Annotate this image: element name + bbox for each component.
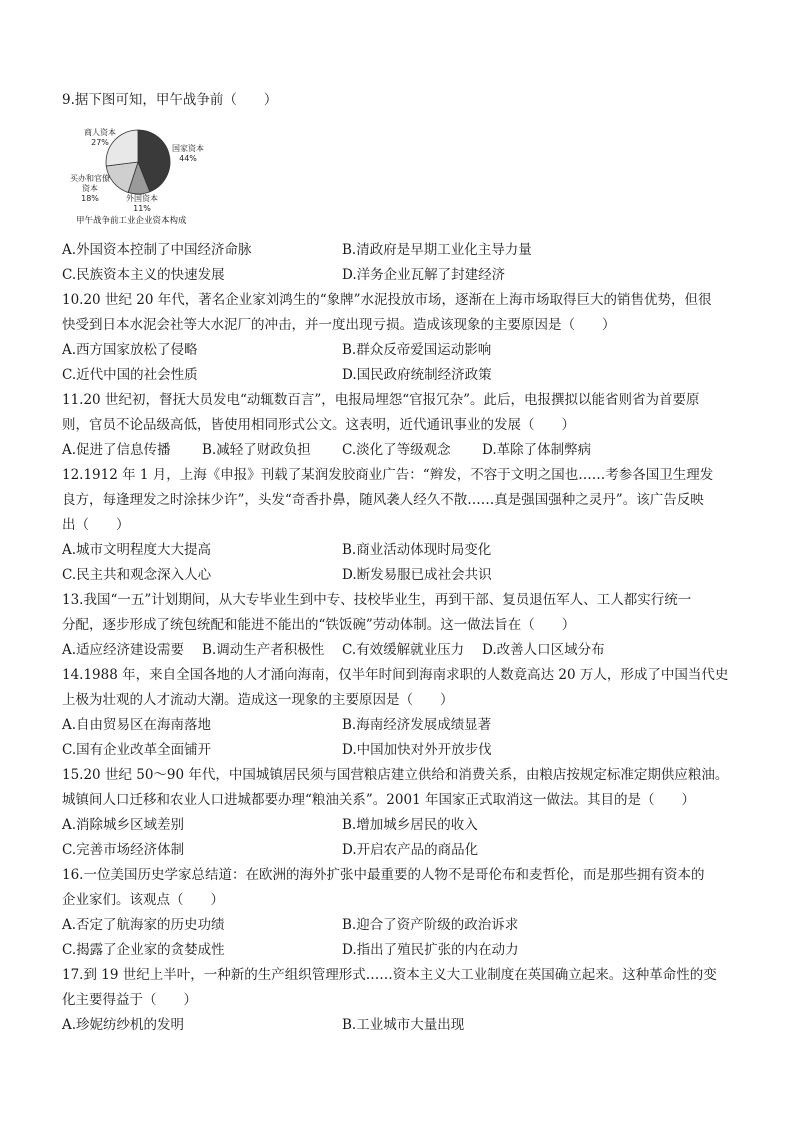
q12-option-d[interactable]: D.断发易服已成社会共识 [342,567,492,583]
q10-option-a[interactable]: A.西方国家放松了侵略 [62,342,198,358]
question-10-line-2: 快受到日本水泥会社等大水泥厂的冲击，并一度出现亏损。造成该现象的主要原因是（ ） [62,317,616,333]
q15-option-b[interactable]: B.增加城乡居民的收入 [342,817,478,833]
q12-option-c[interactable]: C.民主共和观念深入人心 [62,567,212,583]
question-14-line-1: 14.1988 年，来自全国各地的人才涌向海南，仅半年时间到海南求职的人数竟高达 20 万人，形成了中国当代史 [62,667,729,683]
q17-option-a[interactable]: A.珍妮纺纱机的发明 [62,1017,185,1033]
q15-option-c[interactable]: C.完善市场经济体制 [62,842,185,858]
q10-option-d[interactable]: D.国民政府统制经济政策 [342,367,492,383]
question-13-line-2: 分配，逐步形成了统包统配和能进不能出的“铁饭碗”劳动体制。这一做法旨在（ ） [62,617,576,633]
question-15-line-1: 15.20 世纪 50～90 年代，中国城镇居民须与国营粮店建立供给和消费关系，由粮店按规定标准定期供应粮油。 [62,767,729,783]
question-9-stem: 9.据下图可知，甲午战争前（ ） [62,92,278,108]
question-12-line-2: 良方，每逢理发之时涂抹少许”，头发“奇香扑鼻，随风袭人经久不散……真是强国强种之灵丹”。该广告反映 [62,492,704,508]
q10-option-c[interactable]: C.近代中国的社会性质 [62,367,198,383]
question-17-line-2: 化主要得益于（ ） [62,992,197,1008]
pie-chart-capital-composition [62,118,232,230]
pie-label-foreign: 外国资本 11% [126,194,158,213]
q11-option-d[interactable]: D.革除了体制弊病 [482,442,592,458]
pie-chart-title: 甲午战争前工业企业资本构成 [76,216,187,226]
q12-option-a[interactable]: A.城市文明程度大大提高 [62,542,212,558]
q13-option-c[interactable]: C.有效缓解就业压力 [342,642,465,658]
q14-option-c[interactable]: C.国有企业改革全面铺开 [62,742,212,758]
q11-option-b[interactable]: B.减轻了财政负担 [202,442,311,458]
q13-option-a[interactable]: A.适应经济建设需要 [62,642,185,658]
question-14-line-2: 上极为壮观的人才流动大潮。造成这一现象的主要原因是（ ） [62,692,454,708]
q14-option-b[interactable]: B.海南经济发展成绩显著 [342,717,492,733]
q15-option-a[interactable]: A.消除城乡区域差别 [62,817,185,833]
question-16-line-1: 16.一位美国历史学家总结道：在欧洲的海外扩张中最重要的人物不是哥伦布和麦哲伦，而是那些拥有资本的 [62,867,705,883]
q10-option-b[interactable]: B.群众反帝爱国运动影响 [342,342,492,358]
q15-option-d[interactable]: D.开启农产品的商品化 [342,842,479,858]
question-16-line-2: 企业家们。该观点（ ） [62,892,224,908]
pie-label-state: 国家资本 44% [172,144,204,163]
q17-option-b[interactable]: B.工业城市大量出现 [342,1017,465,1033]
pie-label-comprador: 买办和官僚资本 18% [70,174,110,203]
q11-option-c[interactable]: C.淡化了等级观念 [342,442,451,458]
question-15-line-2: 城镇间人口迁移和农业人口进城都要办理“粮油关系”。2001 年国家正式取消这一做法。其目的是（ ） [62,792,695,808]
q14-option-d[interactable]: D.中国加快对外开放步伐 [342,742,492,758]
q9-option-d[interactable]: D.洋务企业瓦解了封建经济 [342,267,506,283]
question-12-line-1: 12.1912 年 1 月，上海《申报》刊载了某润发胶商业广告：“辫发，不容于文明之国也……考参各国卫生理发 [62,467,714,483]
question-12-line-3: 出（ ） [62,517,130,533]
q9-option-b[interactable]: B.清政府是早期工业化主导力量 [342,242,532,258]
question-13-line-1: 13.我国“一五”计划期间，从大专毕业生到中专、技校毕业生，再到干部、复员退伍军人、工人都实行统一 [62,592,692,608]
q14-option-a[interactable]: A.自由贸易区在海南落地 [62,717,212,733]
q13-option-b[interactable]: B.调动生产者积极性 [202,642,325,658]
q9-option-c[interactable]: C.民族资本主义的快速发展 [62,267,225,283]
q16-option-a[interactable]: A.否定了航海家的历史功绩 [62,917,225,933]
question-11-line-2: 则，官员不论品级高低，皆使用相同形式公文。这表明，近代通讯事业的发展（ ） [62,417,575,433]
question-11-line-1: 11.20 世纪初，督抚大员发电“动辄数百言”，电报局埋怨“官报冗杂”。此后，电报撰拟以能省则省为首要原 [62,392,700,408]
q16-option-d[interactable]: D.指出了殖民扩张的内在动力 [342,942,519,958]
q16-option-b[interactable]: B.迎合了资产阶级的政治诉求 [342,917,519,933]
q9-option-a[interactable]: A.外国资本控制了中国经济命脉 [62,242,252,258]
q12-option-b[interactable]: B.商业活动体现时局变化 [342,542,492,558]
q11-option-a[interactable]: A.促进了信息传播 [62,442,171,458]
q16-option-c[interactable]: C.揭露了企业家的贪婪成性 [62,942,225,958]
pie-label-merchant: 商人资本 27% [84,128,116,147]
question-10-line-1: 10.20 世纪 20 年代，著名企业家刘鸿生的“象牌”水泥投放市场，逐渐在上海市场取得巨大的销售优势，但很 [62,292,712,308]
q13-option-d[interactable]: D.改善人口区域分布 [482,642,605,658]
question-17-line-1: 17.到 19 世纪上半叶，一种新的生产组织管理形式……资本主义大工业制度在英国确立起来。这种革命性的变 [62,967,717,983]
